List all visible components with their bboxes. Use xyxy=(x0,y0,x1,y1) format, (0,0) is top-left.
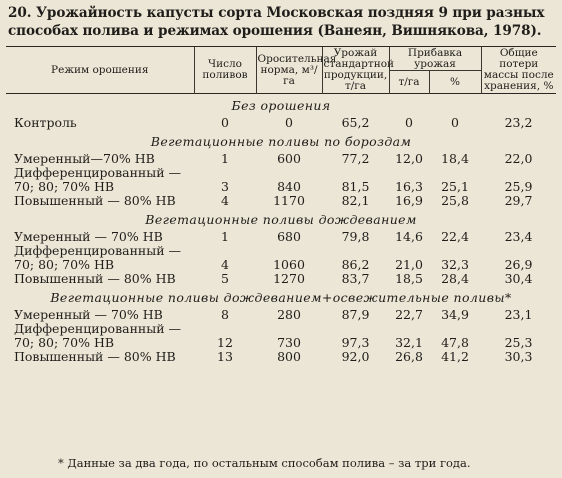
cell-count xyxy=(194,166,256,180)
cell-increase-t: 18,5 xyxy=(395,271,423,286)
cell-loss xyxy=(481,322,556,336)
cell-norm: 1060 xyxy=(273,257,305,272)
cell-increase-pct: 41,2 xyxy=(441,349,469,364)
cell-norm: 800 xyxy=(277,349,301,364)
cell-increase-t: 16,3 xyxy=(395,179,423,194)
section-row xyxy=(6,130,556,152)
cell-increase-pct xyxy=(429,166,481,180)
cell-yield: 65,2 xyxy=(341,115,370,130)
section-row xyxy=(6,286,556,308)
cell-increase-pct xyxy=(429,322,481,336)
cell-loss: 29,7 xyxy=(504,193,533,208)
cell-count: 3 xyxy=(221,179,229,194)
cell-count: 12 xyxy=(217,335,233,350)
table-row xyxy=(6,244,556,258)
cell-loss xyxy=(481,166,556,180)
table-row xyxy=(6,308,556,322)
cell-increase-pct: 28,4 xyxy=(441,271,469,286)
cell-yield: 79,8 xyxy=(341,229,370,244)
cell-count: 8 xyxy=(221,307,229,322)
cell-loss: 23,2 xyxy=(504,115,533,130)
table-caption: 20. Урожайность капусты сорта Московская поздняя 9 при разных способах полива и режимах орошения (Ванеян, Вишнякова, 1978). xyxy=(8,5,545,39)
cell-norm: 280 xyxy=(277,307,301,322)
cell-count xyxy=(194,322,256,336)
cell-increase-t xyxy=(389,166,429,180)
section-title: Вегетационные поливы по бороздам xyxy=(150,134,412,149)
cell-increase-t: 32,1 xyxy=(395,335,423,350)
header-increase-t: т/га xyxy=(389,71,429,94)
cell-yield xyxy=(322,166,389,180)
cell-yield: 83,7 xyxy=(341,271,370,286)
cell-increase-t: 14,6 xyxy=(395,229,423,244)
cell-increase-t: 22,7 xyxy=(395,307,423,322)
cell-increase-pct: 18,4 xyxy=(441,151,469,166)
row-label: Повышенный — 80% НВ xyxy=(14,193,176,208)
cell-norm: 0 xyxy=(285,115,293,130)
section-title: Вегетационные поливы дождеванием xyxy=(145,212,417,227)
cell-count xyxy=(194,244,256,258)
cell-count: 4 xyxy=(221,257,229,272)
section-title: Вегетационные поливы дождеванием+освежительные поливы* xyxy=(50,290,512,305)
table-row xyxy=(6,230,556,244)
table-row xyxy=(6,116,556,130)
row-label: Умеренный — 70% НВ xyxy=(14,229,163,244)
row-label: 70; 80; 70% НВ xyxy=(14,179,115,194)
cell-yield: 77,2 xyxy=(341,151,370,166)
table-row xyxy=(6,180,556,194)
cell-norm xyxy=(256,322,322,336)
cell-increase-t: 21,0 xyxy=(395,257,423,272)
header-regime: Режим орошения xyxy=(6,47,194,94)
row-label: 70; 80; 70% НВ xyxy=(14,335,115,350)
cell-increase-pct: 22,4 xyxy=(441,229,469,244)
table-row xyxy=(6,152,556,166)
row-label: Дифференцированный — xyxy=(14,243,181,258)
data-table xyxy=(6,46,556,364)
row-label: 70; 80; 70% НВ xyxy=(14,257,115,272)
footnote: * Данные за два года, по остальным способам полива – за три года. xyxy=(58,456,471,470)
table-row xyxy=(6,336,556,350)
cell-loss xyxy=(481,244,556,258)
cell-increase-t xyxy=(389,244,429,258)
cell-loss: 23,4 xyxy=(504,229,533,244)
row-label: Умеренный — 70% НВ xyxy=(14,307,163,322)
cell-loss: 25,9 xyxy=(504,179,533,194)
cell-norm: 1270 xyxy=(273,271,305,286)
table-row xyxy=(6,166,556,180)
cell-yield: 87,9 xyxy=(341,307,370,322)
cell-norm: 680 xyxy=(277,229,301,244)
cell-yield: 81,5 xyxy=(341,179,370,194)
header-yield: Урожай стандартной продукции, т/га xyxy=(323,47,395,92)
cell-norm xyxy=(256,244,322,258)
cell-increase-t: 0 xyxy=(405,115,413,130)
cell-count: 1 xyxy=(221,229,229,244)
cell-yield: 82,1 xyxy=(341,193,370,208)
table-header xyxy=(6,47,556,94)
header-count: Число поливов xyxy=(194,47,256,94)
row-label: Дифференцированный — xyxy=(14,321,181,336)
cell-loss: 30,4 xyxy=(504,271,533,286)
section-row xyxy=(6,94,556,117)
cell-increase-pct: 25,1 xyxy=(441,179,469,194)
table-row xyxy=(6,322,556,336)
row-label: Умеренный—70% НВ xyxy=(14,151,155,166)
table-row xyxy=(6,258,556,272)
table-row xyxy=(6,194,556,208)
table-body xyxy=(6,94,556,365)
cell-count: 5 xyxy=(221,271,229,286)
cell-count: 1 xyxy=(221,151,229,166)
row-label: Повышенный — 80% НВ xyxy=(14,349,176,364)
cell-increase-t xyxy=(389,322,429,336)
header-increase-pct: % xyxy=(429,71,481,94)
cell-norm: 1170 xyxy=(273,193,305,208)
cell-yield xyxy=(322,322,389,336)
row-label: Повышенный — 80% НВ xyxy=(14,271,176,286)
cell-increase-pct: 34,9 xyxy=(441,307,469,322)
cell-loss: 23,1 xyxy=(504,307,533,322)
row-label: Дифференцированный — xyxy=(14,165,181,180)
cell-yield: 86,2 xyxy=(341,257,370,272)
cell-increase-pct: 0 xyxy=(451,115,459,130)
cell-loss: 25,3 xyxy=(504,335,533,350)
cell-norm: 730 xyxy=(277,335,301,350)
header-norm: Оросительная норма, м³/га xyxy=(256,47,322,94)
cell-loss: 22,0 xyxy=(504,151,533,166)
header-loss: Общие потери массы после хранения, % xyxy=(481,47,556,94)
cell-loss: 30,3 xyxy=(504,349,533,364)
cell-increase-pct: 32,3 xyxy=(441,257,469,272)
row-label: Контроль xyxy=(14,115,77,130)
table-row xyxy=(6,272,556,286)
table-row xyxy=(6,350,556,364)
cell-increase-t: 16,9 xyxy=(395,193,423,208)
section-title: Без орошения xyxy=(231,98,331,113)
cell-loss: 26,9 xyxy=(504,257,533,272)
cell-increase-pct: 47,8 xyxy=(441,335,469,350)
cell-increase-t: 12,0 xyxy=(395,151,423,166)
cell-count: 0 xyxy=(221,115,229,130)
section-row xyxy=(6,208,556,230)
header-increase: Прибавка урожая xyxy=(389,47,481,71)
cell-yield: 97,3 xyxy=(341,335,370,350)
cell-yield xyxy=(322,244,389,258)
cell-count: 4 xyxy=(221,193,229,208)
cell-norm xyxy=(256,166,322,180)
cell-increase-t: 26,8 xyxy=(395,349,423,364)
cell-yield: 92,0 xyxy=(341,349,370,364)
cell-increase-pct: 25,8 xyxy=(441,193,469,208)
cell-norm: 600 xyxy=(277,151,301,166)
cell-norm: 840 xyxy=(277,179,301,194)
cell-increase-pct xyxy=(429,244,481,258)
cell-count: 13 xyxy=(217,349,233,364)
